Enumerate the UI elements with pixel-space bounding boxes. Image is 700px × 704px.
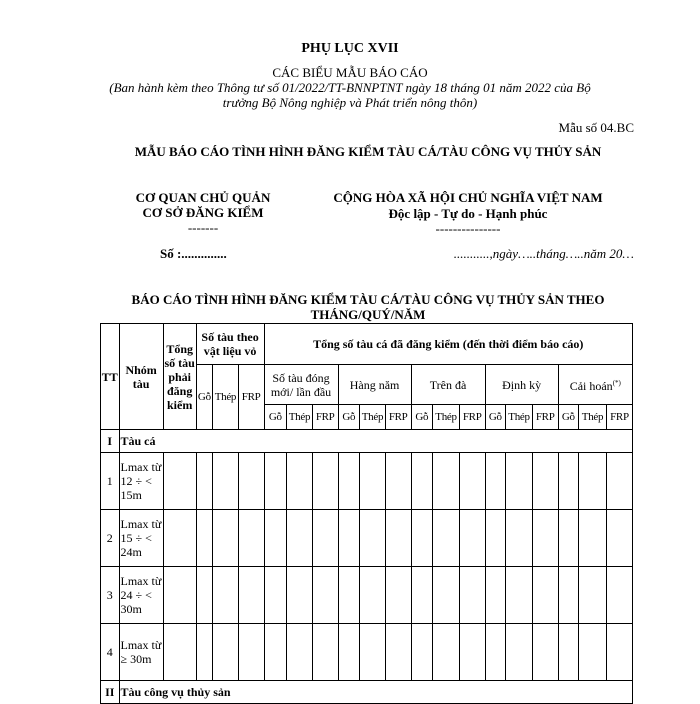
table-cell (459, 624, 485, 681)
table-cell (196, 510, 212, 567)
table-cell (579, 567, 607, 624)
table-cell (459, 510, 485, 567)
table-cell (385, 624, 411, 681)
row-group: Lmax từ 12 ÷ < 15m (119, 453, 163, 510)
table-cell (163, 453, 196, 510)
sub-go: Gỗ (264, 405, 287, 430)
table-cell (485, 453, 506, 510)
table-cell (264, 567, 287, 624)
org-dash: ------- (187, 220, 219, 235)
table-cell (411, 624, 433, 681)
table-cell (558, 510, 579, 567)
table-cell (312, 567, 338, 624)
table-cell (579, 624, 607, 681)
nation-name: CỘNG HÒA XÃ HỘI CHỦ NGHĨA VIỆT NAM (333, 190, 603, 205)
table-cell (238, 567, 264, 624)
registration-table (100, 323, 633, 704)
appendix-title: PHỤ LỤC XVII (301, 41, 399, 56)
row-group: Lmax từ ≥ 30m (119, 624, 163, 681)
sub-thep: Thép (579, 405, 607, 430)
header-hull-material: Số tàu theo vật liệu vỏ (196, 324, 264, 365)
table-cell (196, 567, 212, 624)
table-cell (485, 624, 506, 681)
table-cell (163, 510, 196, 567)
table-cell (506, 624, 533, 681)
header-tt: TT (101, 324, 120, 430)
table-cell (338, 453, 360, 510)
section-row (101, 430, 633, 453)
table-cell (485, 567, 506, 624)
table-cell (312, 624, 338, 681)
material-frp: FRP (238, 365, 264, 430)
table-cell (411, 567, 433, 624)
table-cell (312, 510, 338, 567)
table-cell (213, 453, 239, 510)
sub-frp: FRP (606, 405, 632, 430)
row-tt: 1 (101, 453, 120, 510)
material-thep: Thép (213, 365, 239, 430)
table-cell (606, 624, 632, 681)
header-conversion (558, 365, 632, 405)
table-cell (579, 510, 607, 567)
row-group: Lmax từ 24 ÷ < 30m (119, 567, 163, 624)
table-cell (287, 453, 313, 510)
table-cell (338, 510, 360, 567)
table-cell (264, 624, 287, 681)
section-row (101, 681, 633, 704)
table-cell (532, 567, 558, 624)
table-row (101, 624, 633, 681)
table-cell (385, 453, 411, 510)
document-number: Số :.............. (160, 246, 227, 261)
table-cell (558, 453, 579, 510)
table-cell (433, 567, 460, 624)
sub-go: Gỗ (558, 405, 579, 430)
report-title-1: BÁO CÁO TÌNH HÌNH ĐĂNG KIỂM TÀU CÁ/TÀU CÔNG VỤ THỦY SẢN THEO (131, 292, 605, 307)
table-cell (312, 453, 338, 510)
row-group: Lmax từ 15 ÷ < 24m (119, 510, 163, 567)
table-cell (287, 510, 313, 567)
header-registered-total: Tổng số tàu cá đã đăng kiểm (đến thời điểm báo cáo) (264, 324, 633, 365)
table-cell (360, 567, 386, 624)
sub-thep: Thép (433, 405, 460, 430)
table-row (101, 567, 633, 624)
table-cell (264, 510, 287, 567)
header-new-build: Số tàu đóng mới/ lần đầu (264, 365, 338, 405)
sub-go: Gỗ (338, 405, 360, 430)
nation-dash: --------------- (435, 221, 501, 236)
table-cell (532, 510, 558, 567)
table-cell (411, 453, 433, 510)
section-label: Tàu công vụ thủy sản (119, 681, 633, 704)
table-cell (506, 453, 533, 510)
table-cell (196, 453, 212, 510)
report-title-2: THÁNG/QUÝ/NĂM (310, 307, 426, 322)
nation-motto: Độc lập - Tự do - Hạnh phúc (388, 206, 548, 221)
table-cell (287, 567, 313, 624)
forms-title: CÁC BIỂU MẪU BÁO CÁO (272, 65, 428, 80)
table-cell (338, 567, 360, 624)
table-cell (238, 453, 264, 510)
table-cell (433, 624, 460, 681)
table-cell (213, 567, 239, 624)
row-tt: 3 (101, 567, 120, 624)
header-conversion-label: Cải hoán (569, 379, 613, 393)
table-cell (385, 510, 411, 567)
table-cell (459, 453, 485, 510)
table-cell (506, 567, 533, 624)
org-registry: CƠ SỞ ĐĂNG KIỂM (142, 205, 264, 220)
sub-go: Gỗ (411, 405, 433, 430)
org-parent: CƠ QUAN CHỦ QUẢN (135, 190, 271, 205)
table-cell (163, 624, 196, 681)
table-cell (506, 510, 533, 567)
table-cell (385, 567, 411, 624)
table-cell (485, 510, 506, 567)
table-cell (558, 624, 579, 681)
sub-frp: FRP (459, 405, 485, 430)
form-number: Mẫu số 04.BC (558, 120, 634, 135)
table-cell (163, 567, 196, 624)
table-cell (579, 453, 607, 510)
section-tt: I (101, 430, 120, 453)
table-cell (360, 624, 386, 681)
section-label: Tàu cá (119, 430, 633, 453)
issued-line-1: (Ban hành kèm theo Thông tư số 01/2022/TT-BNNPTNT ngày 18 tháng 01 năm 2022 của Bộ (109, 80, 591, 95)
table-cell (264, 453, 287, 510)
sub-thep: Thép (287, 405, 313, 430)
table-cell (433, 453, 460, 510)
material-go: Gỗ (196, 365, 212, 430)
header-vessel-group: Nhóm tàu (119, 324, 163, 430)
header-annual: Hàng năm (338, 365, 411, 405)
form-title: MẪU BÁO CÁO TÌNH HÌNH ĐĂNG KIỂM TÀU CÁ/TÀU CÔNG VỤ THỦY SẢN (134, 144, 602, 159)
table-cell (360, 510, 386, 567)
table-cell (532, 453, 558, 510)
table-cell (338, 624, 360, 681)
header-total-required: Tổng số tàu phải đăng kiểm (163, 324, 196, 430)
table-cell (360, 453, 386, 510)
sub-go: Gỗ (485, 405, 506, 430)
document-date: ...........,ngày…..tháng…..năm 20… (453, 246, 634, 261)
table-cell (213, 624, 239, 681)
sub-frp: FRP (312, 405, 338, 430)
sub-thep: Thép (506, 405, 533, 430)
sub-thep: Thép (360, 405, 386, 430)
table-cell (196, 624, 212, 681)
table-cell (606, 567, 632, 624)
table-cell (606, 510, 632, 567)
row-tt: 2 (101, 510, 120, 567)
table-cell (459, 567, 485, 624)
row-tt: 4 (101, 624, 120, 681)
sub-frp: FRP (385, 405, 411, 430)
table-cell (558, 567, 579, 624)
table-cell (238, 624, 264, 681)
section-tt: II (101, 681, 120, 704)
header-conversion-note: (*) (612, 379, 621, 387)
header-on-dock: Trên đà (411, 365, 485, 405)
table-cell (287, 624, 313, 681)
table-row (101, 453, 633, 510)
table-cell (238, 510, 264, 567)
header-periodic: Định kỳ (485, 365, 558, 405)
table-cell (213, 510, 239, 567)
table-cell (532, 624, 558, 681)
table-cell (606, 453, 632, 510)
issued-line-2: trưởng Bộ Nông nghiệp và Phát triển nông thôn) (222, 95, 478, 110)
table-cell (433, 510, 460, 567)
sub-frp: FRP (532, 405, 558, 430)
table-row (101, 510, 633, 567)
table-cell (411, 510, 433, 567)
